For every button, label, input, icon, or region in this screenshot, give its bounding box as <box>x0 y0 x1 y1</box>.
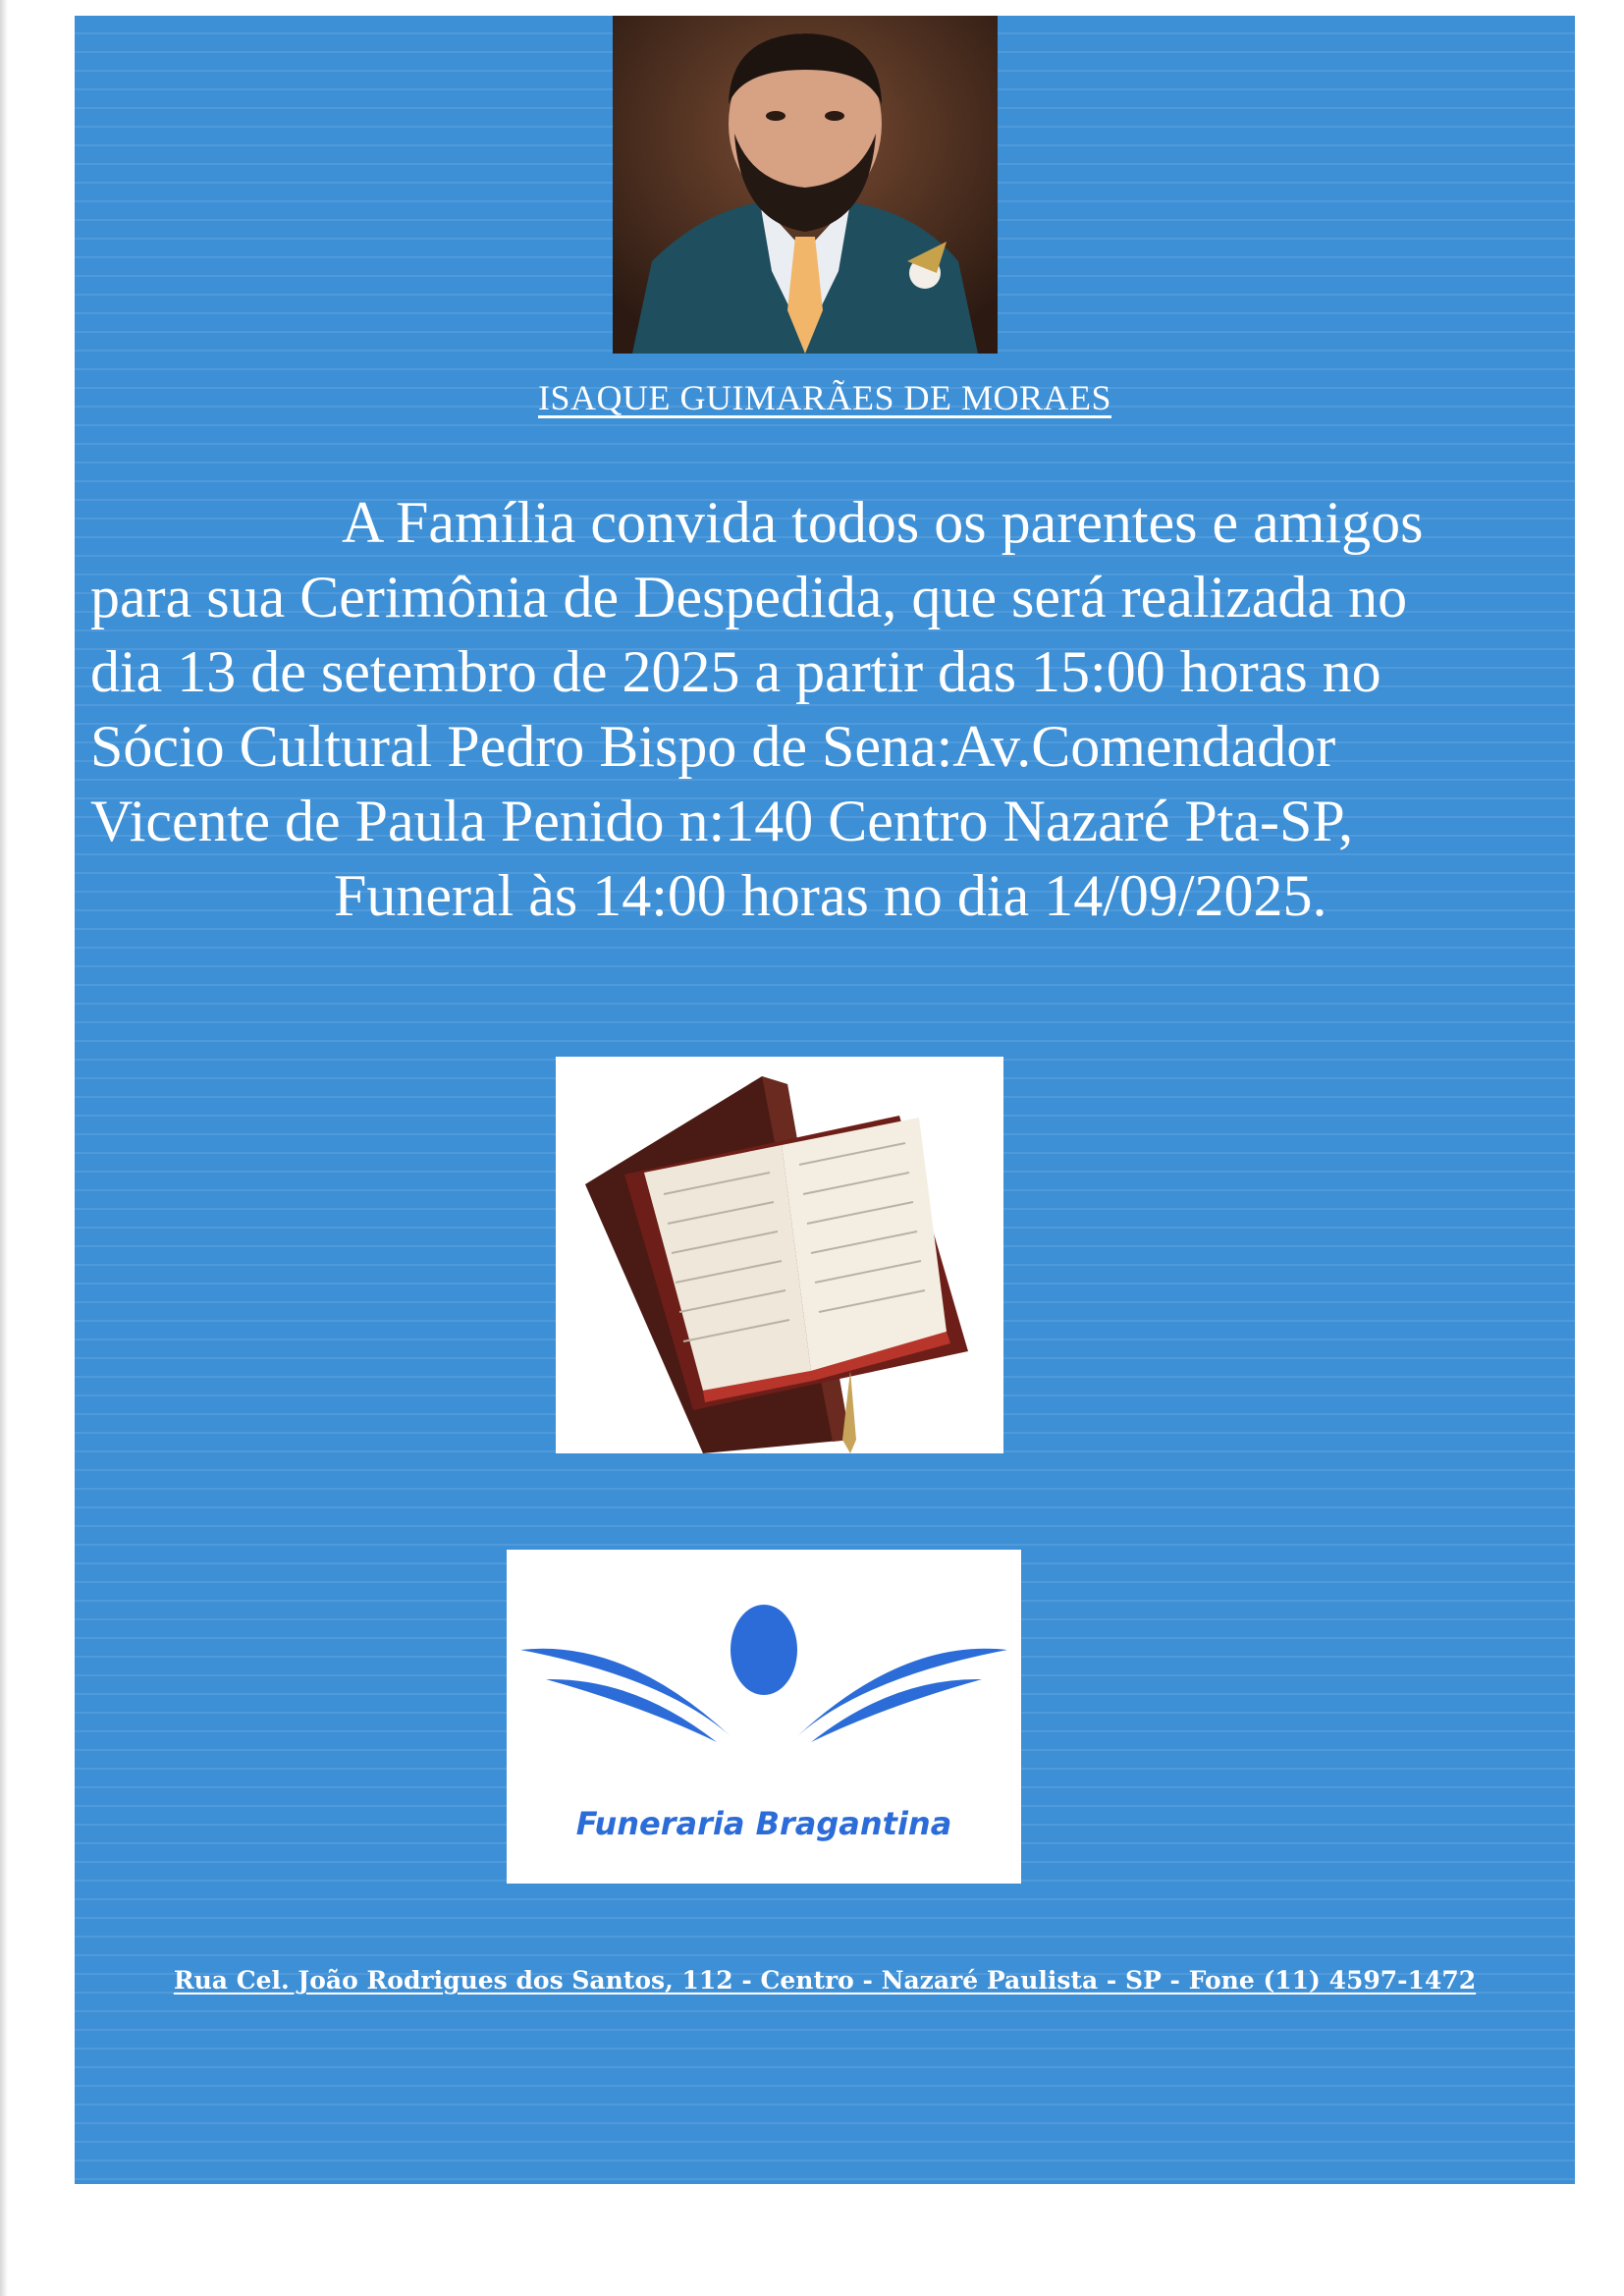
footer-address-text: Rua Cel. João Rodrigues dos Santos, 112 - Centro - Nazaré Paulista - SP - Fone (11) 4597-1472 <box>173 1966 1477 1995</box>
announcement-text <box>90 485 1583 933</box>
announcement-line: dia 13 de setembro de 2025 a partir das 15:00 horas no <box>90 639 1381 704</box>
announcement-line: para sua Cerimônia de Despedida, que será realizada no <box>90 565 1408 629</box>
announcement-line: Funeral às 14:00 horas no dia 14/09/2025. <box>334 863 1327 928</box>
announcement-line: Sócio Cultural Pedro Bispo de Sena:Av.Comendador <box>90 714 1336 779</box>
obituary-panel <box>75 16 1575 2184</box>
announcement-line: Vicente de Paula Penido n:140 Centro Nazaré Pta-SP, <box>90 789 1354 853</box>
announcement-line: A Família convida todos os parentes e amigos <box>342 490 1424 555</box>
bible-photo <box>556 1057 1003 1453</box>
logo-name: Funeraria Bragantina <box>575 1805 952 1842</box>
footer-address <box>75 1966 1575 1995</box>
deceased-name <box>75 377 1575 418</box>
deceased-name-text: ISAQUE GUIMARÃES DE MORAES <box>537 378 1112 417</box>
logo-icon <box>507 1550 1021 1795</box>
funeral-home-logo <box>507 1550 1021 1884</box>
portrait-photo <box>613 16 998 354</box>
scan-edge <box>0 0 8 2296</box>
